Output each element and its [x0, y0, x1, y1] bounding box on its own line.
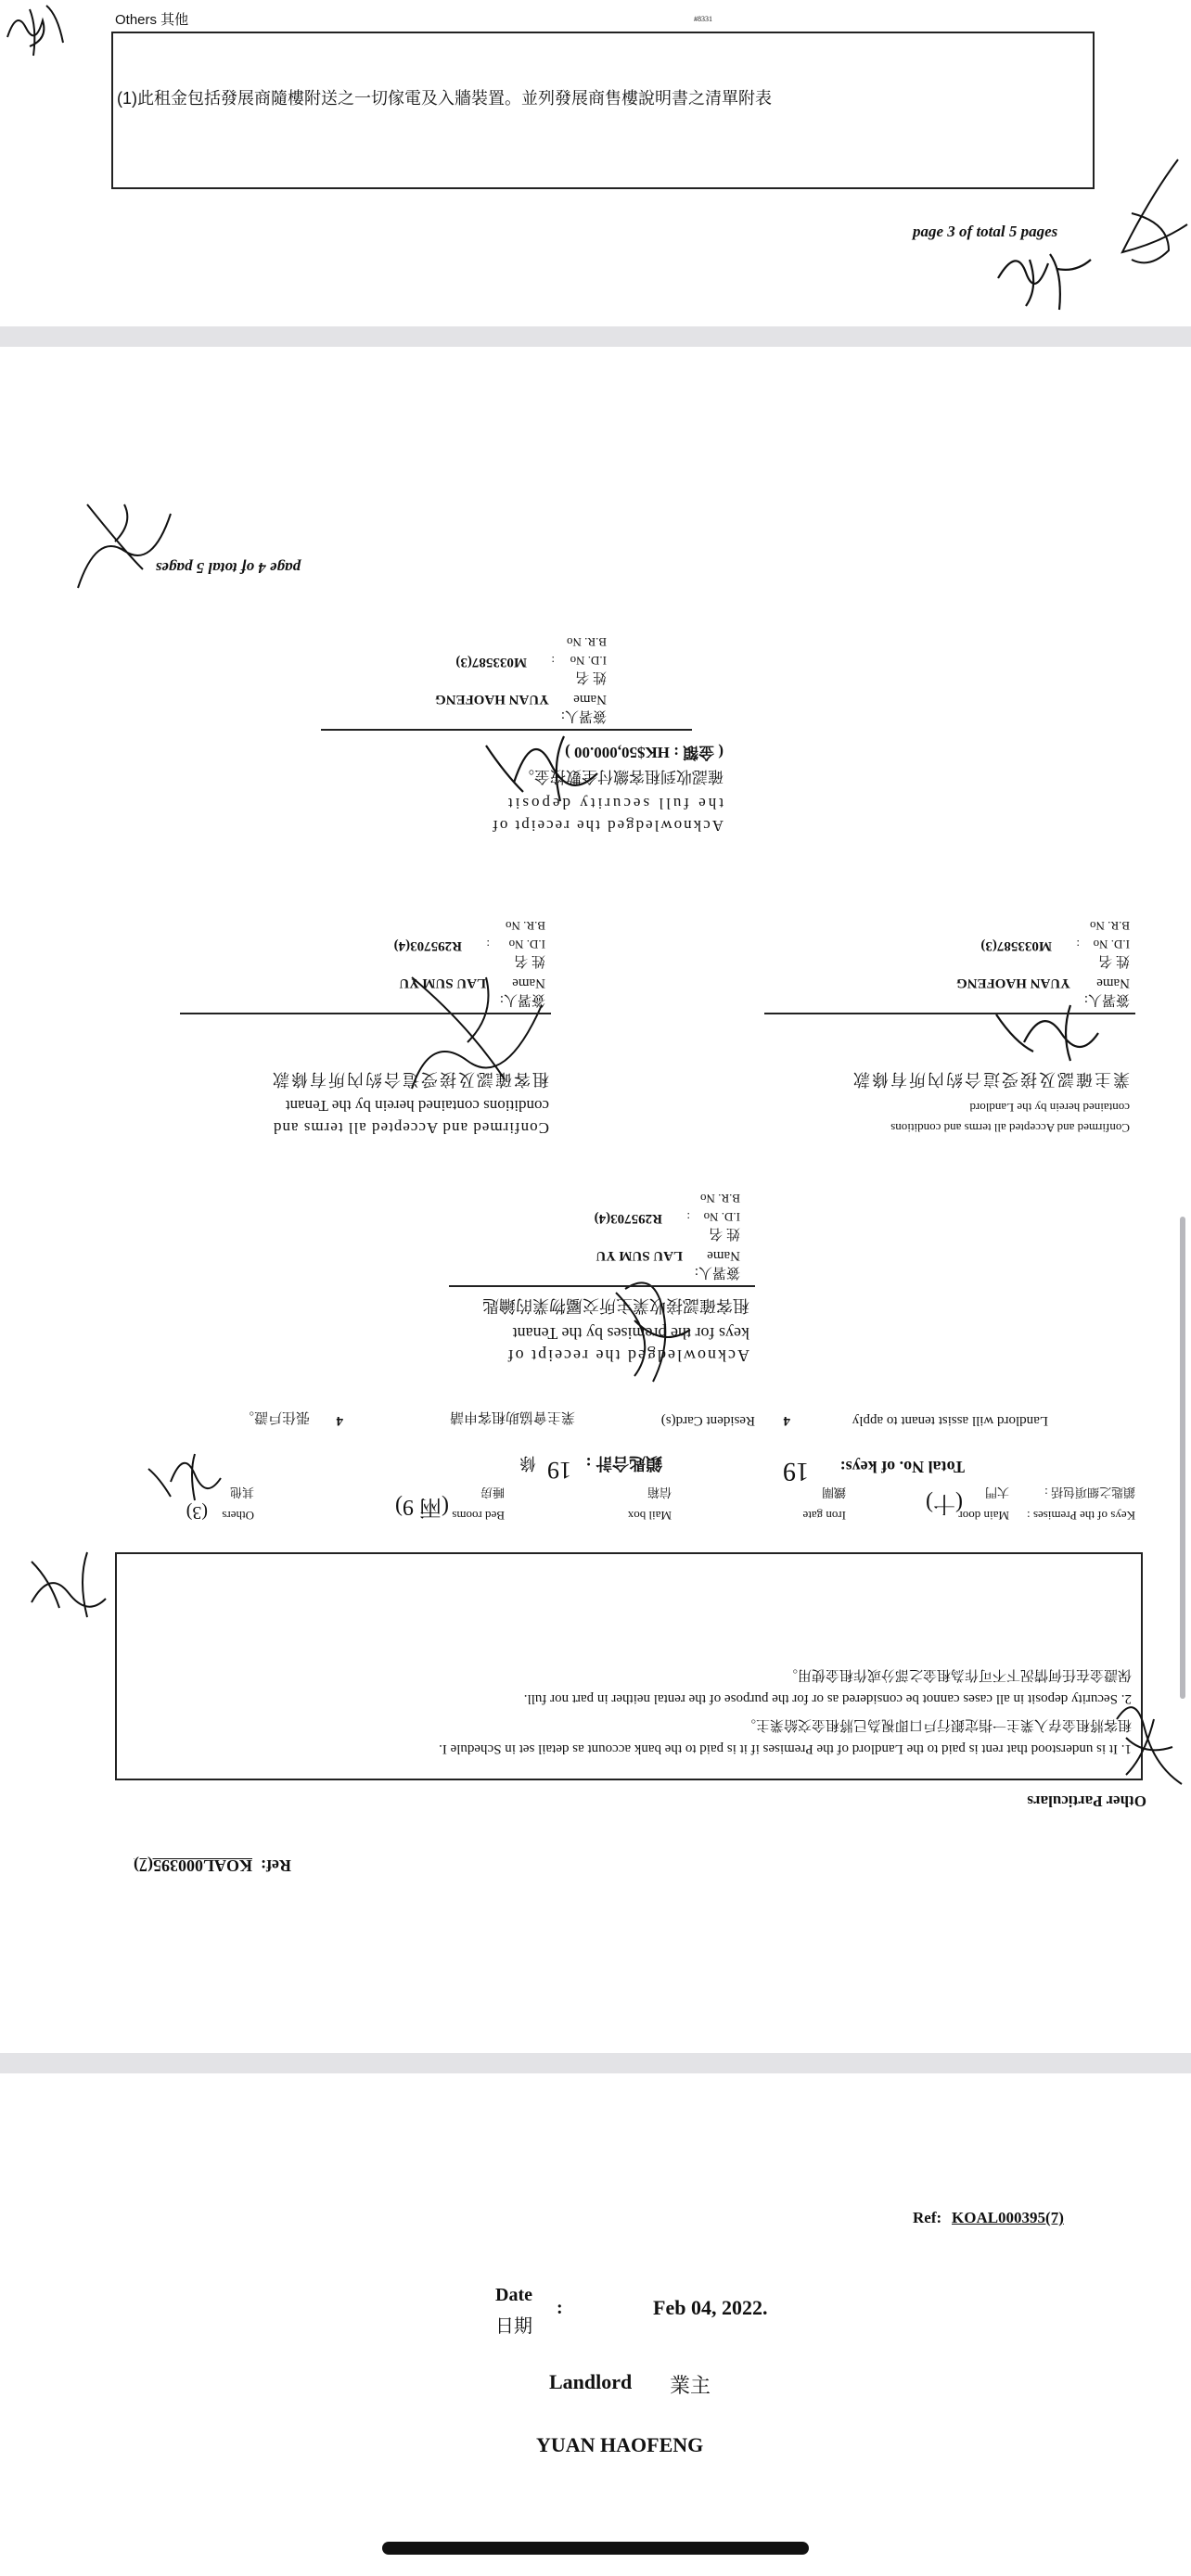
colon: :	[1076, 937, 1080, 951]
handwritten-count: (3)	[186, 1502, 208, 1523]
key-iron-gate: Iron gate	[802, 1509, 846, 1523]
assist-count: 4	[783, 1413, 790, 1428]
total-keys-unit: 條	[519, 1454, 536, 1473]
id-label: I.D. No	[703, 1210, 740, 1224]
particular-line: 保證金在任何情況下不可作為租金之部分或作租金使用。	[783, 1667, 1132, 1682]
signature-icon	[2, 0, 76, 65]
page-4-rotated-content	[0, 347, 1191, 2053]
name-label-cn: 姓 名	[1098, 953, 1130, 968]
key-main-door: Main door	[958, 1509, 1009, 1523]
page-number: page 4 of total 5 pages	[155, 559, 301, 577]
confirm-landlord-line: 業主確認及接受這合約內所有條款	[852, 1070, 1130, 1089]
signature-icon	[477, 727, 607, 810]
particulars-box	[115, 1552, 1143, 1780]
name-label-cn: 姓 名	[514, 953, 545, 968]
key-mail-box: Mail box	[627, 1509, 672, 1523]
signature-icon	[597, 1274, 709, 1385]
handwritten-count: (兩 9)	[395, 1495, 449, 1519]
tenant-name: LAU SUM YU	[399, 976, 486, 990]
others-label: Others 其他	[115, 12, 189, 28]
page-4	[0, 347, 1191, 2053]
deposit-amount: ( 金額 : HK$50,000.00 )	[565, 744, 724, 761]
signature-icon	[13, 1543, 115, 1626]
other-particulars-heading: Other Particulars	[1027, 1792, 1146, 1810]
particular-line: 1. It is understood that rent is paid to the Landlord of the Premises if it is paid to the bank account as detail set in Schedule I.	[439, 1741, 1132, 1756]
landlord-name: YUAN HAOFENG	[956, 976, 1070, 990]
particular-line: 2. Security deposit in all cases cannot be considered as or for the purpose of the rental neither in part nor full.	[523, 1691, 1132, 1706]
landlord-id: M033587(3)	[455, 655, 527, 670]
keys-label: Keys of the Premises :	[1027, 1509, 1135, 1523]
date-value: Feb 04, 2022.	[653, 2296, 768, 2319]
tenant-id: R295703(4)	[393, 938, 462, 953]
signature-line	[449, 1285, 755, 1287]
signature-line	[321, 729, 692, 731]
signature-icon	[143, 1450, 226, 1506]
br-label: B.R. No	[700, 1192, 740, 1205]
total-keys-label: Total No. of keys:	[839, 1458, 965, 1476]
date-label-cn: 日期	[495, 2316, 532, 2337]
key-main-door-cn: 大門	[984, 1486, 1009, 1499]
ref-label: Ref:	[261, 1856, 291, 1875]
assist-count-cn: 4	[336, 1413, 343, 1428]
br-label: B.R. No	[506, 919, 545, 933]
others-text: (1)此租金包括發展商隨樓附送之一切傢電及入牆裝置。並列發展商售樓說明書之清單附表	[117, 89, 772, 108]
sign-label: 簽署人:	[499, 992, 545, 1007]
ack-keys-line: Acknowledged the receipt of	[506, 1346, 749, 1365]
ref-label: Ref:	[913, 2209, 942, 2226]
key-others: Others	[222, 1509, 254, 1523]
page-number: page 3 of total 5 pages	[913, 223, 1058, 240]
landlord-name: YUAN HAOFENG	[536, 2433, 704, 2456]
landlord-label: Landlord	[549, 2370, 633, 2393]
ack-keys-line: 租客確認接收業主所交屬物業的鑰匙	[482, 1296, 749, 1315]
sign-label: 簽署人:	[560, 708, 607, 723]
confirm-tenant-line: Confirmed and Accepted all terms and	[273, 1119, 549, 1137]
assist-text-cn: 業主會協助租客申請	[449, 1409, 575, 1424]
ack-deposit-line: the full security deposit	[505, 795, 724, 812]
page-5	[0, 2073, 1191, 2576]
landlord-id: M033587(3)	[980, 938, 1052, 953]
assist-text: Resident Card(s)	[660, 1413, 755, 1428]
colon: :	[486, 937, 490, 951]
signature-icon	[1113, 158, 1191, 278]
ref-value: KOAL000395(7)	[952, 2209, 1064, 2226]
signature-line	[764, 1013, 1135, 1014]
total-keys-cn-value: 19	[547, 1457, 571, 1484]
key-others-cn: 其他	[229, 1486, 254, 1499]
name-label: Name	[573, 692, 607, 707]
assist-text-cn: 張住戶證。	[239, 1409, 310, 1424]
scrollbar[interactable]	[1180, 1217, 1185, 1699]
particular-line: 租客將租金存入業主一指定銀行戶口即視為已將租金交給業主。	[741, 1717, 1132, 1732]
br-label: B.R. No	[1090, 919, 1130, 933]
small-mark: #8331	[694, 15, 712, 23]
confirm-landlord-line: Confirmed and Accepted all terms and conditions	[890, 1121, 1130, 1135]
home-indicator[interactable]	[382, 2542, 809, 2555]
key-iron-gate-cn: 鐵閘	[821, 1486, 846, 1499]
confirm-tenant-line: 租客確認及接受這合約內所有條款	[271, 1070, 549, 1089]
sign-label: 簽署人:	[1083, 992, 1130, 1007]
keys-label-cn: 鎖匙之細項包括 :	[1044, 1486, 1135, 1499]
signature-line	[180, 1013, 551, 1014]
ack-keys-line: keys for the premises by the Tenant	[512, 1324, 749, 1343]
key-bed-rooms: Bed rooms	[452, 1509, 505, 1523]
name-label-cn: 姓 名	[575, 670, 607, 684]
others-box	[111, 32, 1095, 189]
page-gap	[0, 2053, 1191, 2073]
total-keys-value: 19	[783, 1457, 809, 1486]
name-label-cn: 姓 名	[709, 1226, 740, 1241]
tenant-id: R295703(4)	[594, 1211, 662, 1226]
id-label: I.D. No	[570, 654, 607, 668]
name-label: Name	[1096, 976, 1130, 990]
colon: :	[686, 1210, 690, 1224]
confirm-tenant-line: conditions contained herein by the Tenant	[285, 1097, 549, 1115]
id-label: I.D. No	[508, 937, 545, 951]
assist-text: Landlord will assist tenant to apply	[852, 1413, 1048, 1428]
key-mail-box-cn: 信箱	[647, 1486, 672, 1499]
key-bed-rooms-cn: 睡房	[480, 1486, 505, 1499]
ack-deposit-line: Acknowledged the receipt of	[491, 817, 724, 835]
tenant-name: LAU SUM YU	[596, 1248, 683, 1263]
signature-icon	[1108, 1701, 1191, 1803]
id-label: I.D. No	[1093, 937, 1130, 951]
signature-icon	[992, 241, 1095, 315]
signature-icon	[69, 495, 180, 597]
ack-deposit-line: 確認收到租客繳付全數按金。	[519, 768, 724, 785]
name-label: Name	[512, 976, 545, 990]
page-gap	[0, 326, 1191, 347]
date-label: Date	[495, 2285, 532, 2305]
ref-value: KOAL000395(7)	[134, 1856, 252, 1875]
landlord-label-cn: 業主	[670, 2374, 711, 2397]
landlord-name: YUAN HAOFENG	[435, 692, 549, 707]
sign-label: 簽署人:	[694, 1265, 740, 1280]
br-label: B.R. No	[567, 635, 607, 649]
colon: :	[551, 654, 555, 668]
confirm-landlord-line: contained herein by the Landlord	[969, 1101, 1130, 1115]
total-keys-cn: 鎖匙合計 :	[585, 1454, 662, 1473]
date-colon: :	[557, 2298, 563, 2318]
page-3	[0, 0, 1191, 326]
name-label: Name	[707, 1248, 740, 1263]
handwritten-count: (十)	[926, 1491, 963, 1515]
